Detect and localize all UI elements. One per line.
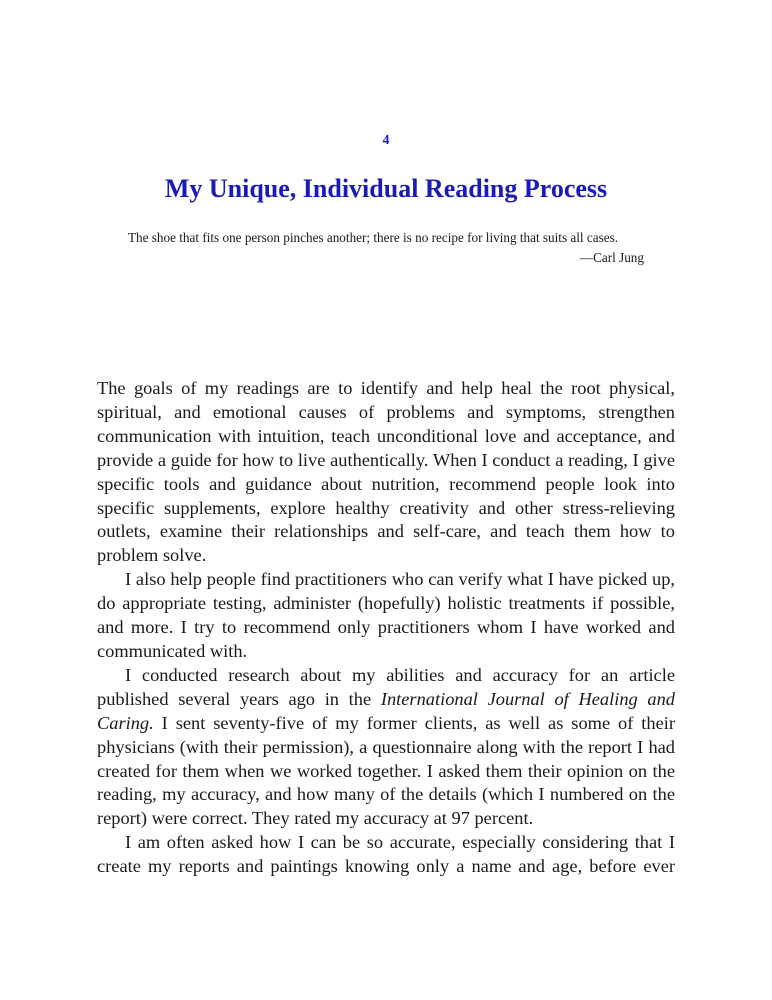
epigraph-attribution: —Carl Jung — [579, 250, 644, 265]
epigraph — [128, 229, 644, 267]
chapter-number: 4 — [382, 133, 390, 148]
chapter-title: My Unique, Individual Reading Process — [164, 174, 608, 203]
paragraph-3 — [97, 664, 675, 831]
epigraph-text: The shoe that fits one person pinches another; there is no recipe for living that suits all cases. — [128, 230, 618, 245]
paragraph-4: I am often asked how I can be so accurate, especially considering that I create my reports and paintings knowing only a name and age, before ever — [97, 832, 675, 877]
paragraph-3-text-after: I sent seventy-five of my former clients, as well as some of their physicians (with their permission), a questionnaire along with the report I had created for them when we worked together. I asked them their opinion on the reading, my accuracy, and how many of the details (which I numbered on the report) were correct. They rated my accuracy at 97 percent. — [97, 712, 675, 829]
paragraph-1: The goals of my readings are to identify and help heal the root physical, spiritual, and emotional causes of problems and symptoms, strengthen communication with intuition, teach unconditional love and acceptance, and provide a guide for how to live authentically. When I conduct a reading, I give specific tools and guidance about nutrition, recommend people look into specific supplements, explore healthy creativity and other stress-relieving outlets, examine their relationships and self-care, and teach them how to problem solve. — [97, 378, 675, 566]
paragraph-3-text-before: I conducted research about my abilities and accuracy for an article published several years ago in the — [97, 664, 675, 709]
body-text — [97, 377, 675, 879]
journal-title: International Journal of Healing and Caring. — [97, 688, 675, 733]
paragraph-2: I also help people find practitioners who can verify what I have picked up, do appropriate testing, administer (hopefully) holistic treatments if possible, and more. I try to recommend only practitioners whom I have worked and communicated with. — [97, 569, 675, 661]
